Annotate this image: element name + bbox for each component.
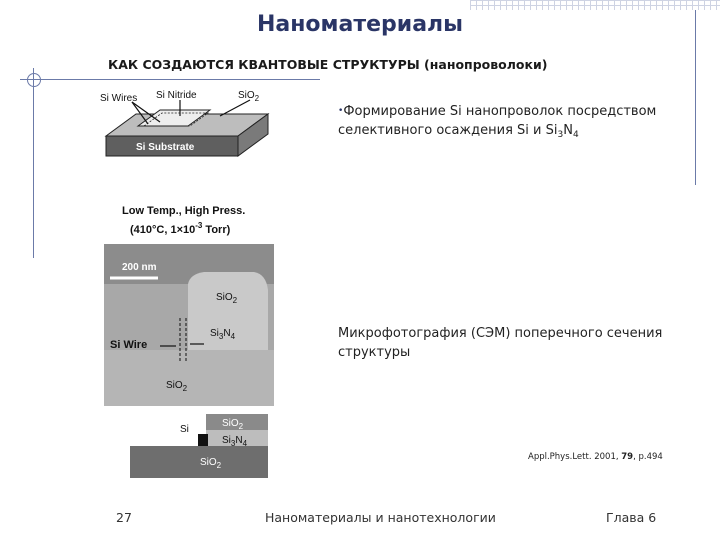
- footer-course-title: Наноматериалы и нанотехнологии: [265, 510, 496, 525]
- svg-text:Si3N4: $Si_3N_4$: [222, 435, 248, 448]
- paragraph-formation: •Формирование Si нанопроволок посредством селективного осаждения Si и $Si_3N_4$: [338, 104, 657, 140]
- bullet-icon: •: [338, 106, 344, 116]
- figure-cross-section: [130, 412, 272, 480]
- svg-text:(410°C, 1×10-3 Torr): (410°C, $1\times 10^{-3}$ Torr): [130, 221, 231, 236]
- footer-chapter: Глава 6: [606, 510, 657, 525]
- label-si-nitride: Si Nitride: [156, 90, 197, 101]
- label-conditions-line1: Low Temp., High Press.: [122, 205, 246, 217]
- svg-text:SiO2: SiO$_2$: [216, 292, 238, 305]
- slide-subtitle: КАК СОЗДАЮТСЯ КВАНТОВЫЕ СТРУКТУРЫ (нанопроволоки): [108, 57, 548, 72]
- slide-title: Наноматериалы: [256, 12, 464, 37]
- header-grid-decoration: [470, 0, 720, 10]
- label-si-wires: Si Wires: [100, 93, 138, 104]
- footer-page-number: 27: [116, 510, 132, 525]
- figure-schematic: [100, 86, 280, 166]
- svg-text:Si3N4: $Si_3N_4$: [210, 328, 236, 341]
- svg-text:SiO2: SiO$_2$: [222, 418, 244, 431]
- paragraph-micrograph: Микрофотография (СЭМ) поперечного сечения структуры: [338, 326, 663, 360]
- svg-text:SiO2: SiO$_2$: [200, 457, 222, 470]
- left-decor-line-horizontal: [20, 79, 320, 80]
- svg-text:SiO2: SiO$_2$: [166, 380, 188, 393]
- label-scale-200nm: 200 nm: [122, 262, 157, 273]
- svg-text:SiO2: SiO$_2$: [238, 90, 260, 103]
- label-si-substrate: Si Substrate: [136, 142, 195, 153]
- left-decor-line-vertical: [33, 68, 34, 258]
- figure-sem-micrograph: [104, 200, 274, 410]
- decor-circle: [27, 73, 41, 87]
- label-sio2: SiO: [238, 90, 255, 101]
- citation: Appl.Phys.Lett. 2001, 79, p.494: [528, 452, 663, 462]
- label-si: Si: [180, 424, 189, 435]
- label-si-wire: Si Wire: [110, 339, 148, 351]
